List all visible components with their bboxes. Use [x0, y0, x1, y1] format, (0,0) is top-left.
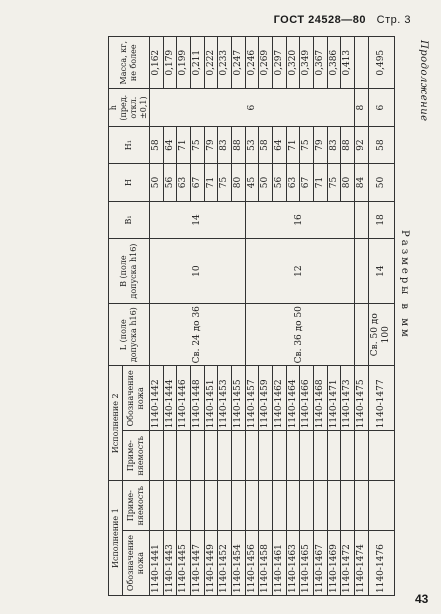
mass-cell: 0,247: [232, 37, 246, 89]
applicability2-cell: [341, 431, 355, 481]
table-body: [150, 37, 395, 596]
designation1-cell: 1140-1452: [218, 531, 232, 596]
designation2-cell: 1140-1455: [232, 366, 246, 431]
mass-cell: [355, 37, 369, 89]
mass-cell: 0,222: [204, 37, 218, 89]
col-designation1: Обозначение ножа: [123, 531, 150, 596]
mass-cell: 0,246: [245, 37, 259, 89]
page-label: Стр. 3: [376, 14, 411, 26]
designation2-cell: 1140-1448: [191, 366, 205, 431]
H1-cell: 75: [300, 126, 314, 163]
L-cell: [355, 304, 369, 366]
H-cell: 50: [259, 164, 273, 201]
L-cell: Св. 50 до 100: [368, 304, 394, 366]
mass-cell: 0,179: [163, 37, 177, 89]
designation2-cell: 1140-1444: [163, 366, 177, 431]
H1-cell: 83: [218, 126, 232, 163]
H-cell: 75: [327, 164, 341, 201]
col-B1: B₁: [109, 201, 150, 238]
page-header: [274, 14, 411, 26]
applicability2-cell: [286, 431, 300, 481]
page-number: 43: [415, 592, 429, 606]
continuation-label: Продолжение: [418, 40, 429, 122]
designation2-cell: 1140-1446: [177, 366, 191, 431]
designation2-cell: 1140-1466: [300, 366, 314, 431]
designation1-cell: 1140-1474: [355, 531, 369, 596]
applicability2-cell: [232, 431, 246, 481]
B1-cell: 18: [368, 201, 394, 238]
applicability1-cell: [191, 481, 205, 531]
H1-cell: 64: [273, 126, 287, 163]
B1-cell: [355, 201, 369, 238]
designation1-cell: 1140-1447: [191, 531, 205, 596]
H1-cell: 53: [245, 126, 259, 163]
applicability1-cell: [273, 481, 287, 531]
H-cell: 63: [286, 164, 300, 201]
designation2-cell: 1140-1475: [355, 366, 369, 431]
applicability2-cell: [355, 431, 369, 481]
col-H: H: [109, 164, 150, 201]
designation1-cell: 1140-1443: [163, 531, 177, 596]
applicability2-cell: [218, 431, 232, 481]
applicability2-cell: [163, 431, 177, 481]
H1-cell: 71: [286, 126, 300, 163]
mass-cell: 0,199: [177, 37, 191, 89]
applicability1-cell: [232, 481, 246, 531]
H-cell: 56: [273, 164, 287, 201]
H-cell: 71: [204, 164, 218, 201]
h-cell: 8: [355, 89, 369, 126]
designation1-cell: 1140-1456: [245, 531, 259, 596]
H-cell: 67: [300, 164, 314, 201]
mass-cell: 0,162: [150, 37, 164, 89]
mass-cell: 0,386: [327, 37, 341, 89]
applicability2-cell: [204, 431, 218, 481]
applicability2-cell: [191, 431, 205, 481]
L-cell: Св. 24 до 36: [150, 304, 246, 366]
col-designation2: Обозначение ножа: [123, 366, 150, 431]
designation1-cell: 1140-1445: [177, 531, 191, 596]
H-cell: 80: [341, 164, 355, 201]
H-cell: 50: [368, 164, 394, 201]
mass-cell: 0,320: [286, 37, 300, 89]
B-cell: 10: [150, 239, 246, 304]
group1-header: Исполнение 1: [109, 481, 123, 596]
col-applicability1: Приме- няемость: [123, 481, 150, 531]
applicability2-cell: [259, 431, 273, 481]
designation1-cell: 1140-1467: [314, 531, 328, 596]
H-cell: 45: [245, 164, 259, 201]
H1-cell: 79: [314, 126, 328, 163]
H-cell: 84: [355, 164, 369, 201]
applicability1-cell: [204, 481, 218, 531]
H-cell: 56: [163, 164, 177, 201]
designation2-cell: 1140-1471: [327, 366, 341, 431]
H-cell: 71: [314, 164, 328, 201]
mass-cell: 0,495: [368, 37, 394, 89]
H1-cell: 83: [327, 126, 341, 163]
applicability1-cell: [245, 481, 259, 531]
designation2-cell: 1140-1473: [341, 366, 355, 431]
designation1-cell: 1140-1469: [327, 531, 341, 596]
applicability1-cell: [286, 481, 300, 531]
designation1-cell: 1140-1461: [273, 531, 287, 596]
standard-number: ГОСТ 24528—80: [273, 14, 366, 26]
applicability2-cell: [273, 431, 287, 481]
applicability1-cell: [218, 481, 232, 531]
designation2-cell: 1140-1457: [245, 366, 259, 431]
H-cell: 75: [218, 164, 232, 201]
designation2-cell: 1140-1442: [150, 366, 164, 431]
H1-cell: 58: [368, 126, 394, 163]
designation2-cell: 1140-1477: [368, 366, 394, 431]
designation1-cell: 1140-1465: [300, 531, 314, 596]
H-cell: 80: [232, 164, 246, 201]
H1-cell: 64: [163, 126, 177, 163]
col-mass: Масса, кг, не более: [109, 37, 150, 89]
col-H1: H₁: [109, 126, 150, 163]
designation1-cell: 1140-1476: [368, 531, 394, 596]
H-cell: 50: [150, 164, 164, 201]
designation1-cell: 1140-1449: [204, 531, 218, 596]
applicability1-cell: [163, 481, 177, 531]
applicability1-cell: [355, 481, 369, 531]
mass-cell: 0,349: [300, 37, 314, 89]
mass-cell: 0,367: [314, 37, 328, 89]
mass-cell: 0,233: [218, 37, 232, 89]
H1-cell: 58: [259, 126, 273, 163]
designation1-cell: 1140-1472: [341, 531, 355, 596]
col-applicability2: Приме- няемость: [123, 431, 150, 481]
designation2-cell: 1140-1451: [204, 366, 218, 431]
H1-cell: 92: [355, 126, 369, 163]
designation2-cell: 1140-1468: [314, 366, 328, 431]
applicability2-cell: [177, 431, 191, 481]
mass-cell: 0,269: [259, 37, 273, 89]
designation2-cell: 1140-1464: [286, 366, 300, 431]
table-title: Размеры в мм: [399, 230, 410, 340]
applicability2-cell: [245, 431, 259, 481]
designation2-cell: 1140-1459: [259, 366, 273, 431]
H1-cell: 88: [232, 126, 246, 163]
h-cell: 6: [150, 89, 355, 126]
mass-cell: 0,413: [341, 37, 355, 89]
table-row: [368, 37, 394, 596]
col-h: h (пред. откл. ±0,1): [109, 89, 150, 126]
applicability1-cell: [314, 481, 328, 531]
designation2-cell: 1140-1453: [218, 366, 232, 431]
applicability1-cell: [368, 481, 394, 531]
B-cell: 12: [245, 239, 354, 304]
designation1-cell: 1140-1441: [150, 531, 164, 596]
rotated-table-wrapper: [108, 36, 392, 596]
applicability2-cell: [300, 431, 314, 481]
applicability1-cell: [259, 481, 273, 531]
dimensions-table: [108, 36, 395, 596]
mass-cell: 0,211: [191, 37, 205, 89]
designation1-cell: 1140-1454: [232, 531, 246, 596]
H-cell: 67: [191, 164, 205, 201]
B-cell: [355, 239, 369, 304]
H-cell: 63: [177, 164, 191, 201]
applicability2-cell: [314, 431, 328, 481]
mass-cell: 0,297: [273, 37, 287, 89]
applicability1-cell: [177, 481, 191, 531]
col-L: L (поле допуска h16): [109, 304, 150, 366]
designation2-cell: 1140-1462: [273, 366, 287, 431]
h-cell: 6: [368, 89, 394, 126]
table-row: [355, 37, 369, 596]
H1-cell: 79: [204, 126, 218, 163]
applicability2-cell: [150, 431, 164, 481]
B1-cell: 16: [245, 201, 354, 238]
applicability1-cell: [327, 481, 341, 531]
B1-cell: 14: [150, 201, 246, 238]
B-cell: 14: [368, 239, 394, 304]
H1-cell: 71: [177, 126, 191, 163]
applicability2-cell: [368, 431, 394, 481]
H1-cell: 75: [191, 126, 205, 163]
applicability1-cell: [341, 481, 355, 531]
designation1-cell: 1140-1463: [286, 531, 300, 596]
table-row: [150, 37, 164, 596]
H1-cell: 88: [341, 126, 355, 163]
group2-header: Исполнение 2: [109, 366, 123, 481]
col-B: B (поле допуска h16): [109, 239, 150, 304]
designation1-cell: 1140-1458: [259, 531, 273, 596]
H1-cell: 58: [150, 126, 164, 163]
applicability1-cell: [150, 481, 164, 531]
applicability2-cell: [327, 431, 341, 481]
applicability1-cell: [300, 481, 314, 531]
L-cell: Св. 36 до 50: [245, 304, 354, 366]
